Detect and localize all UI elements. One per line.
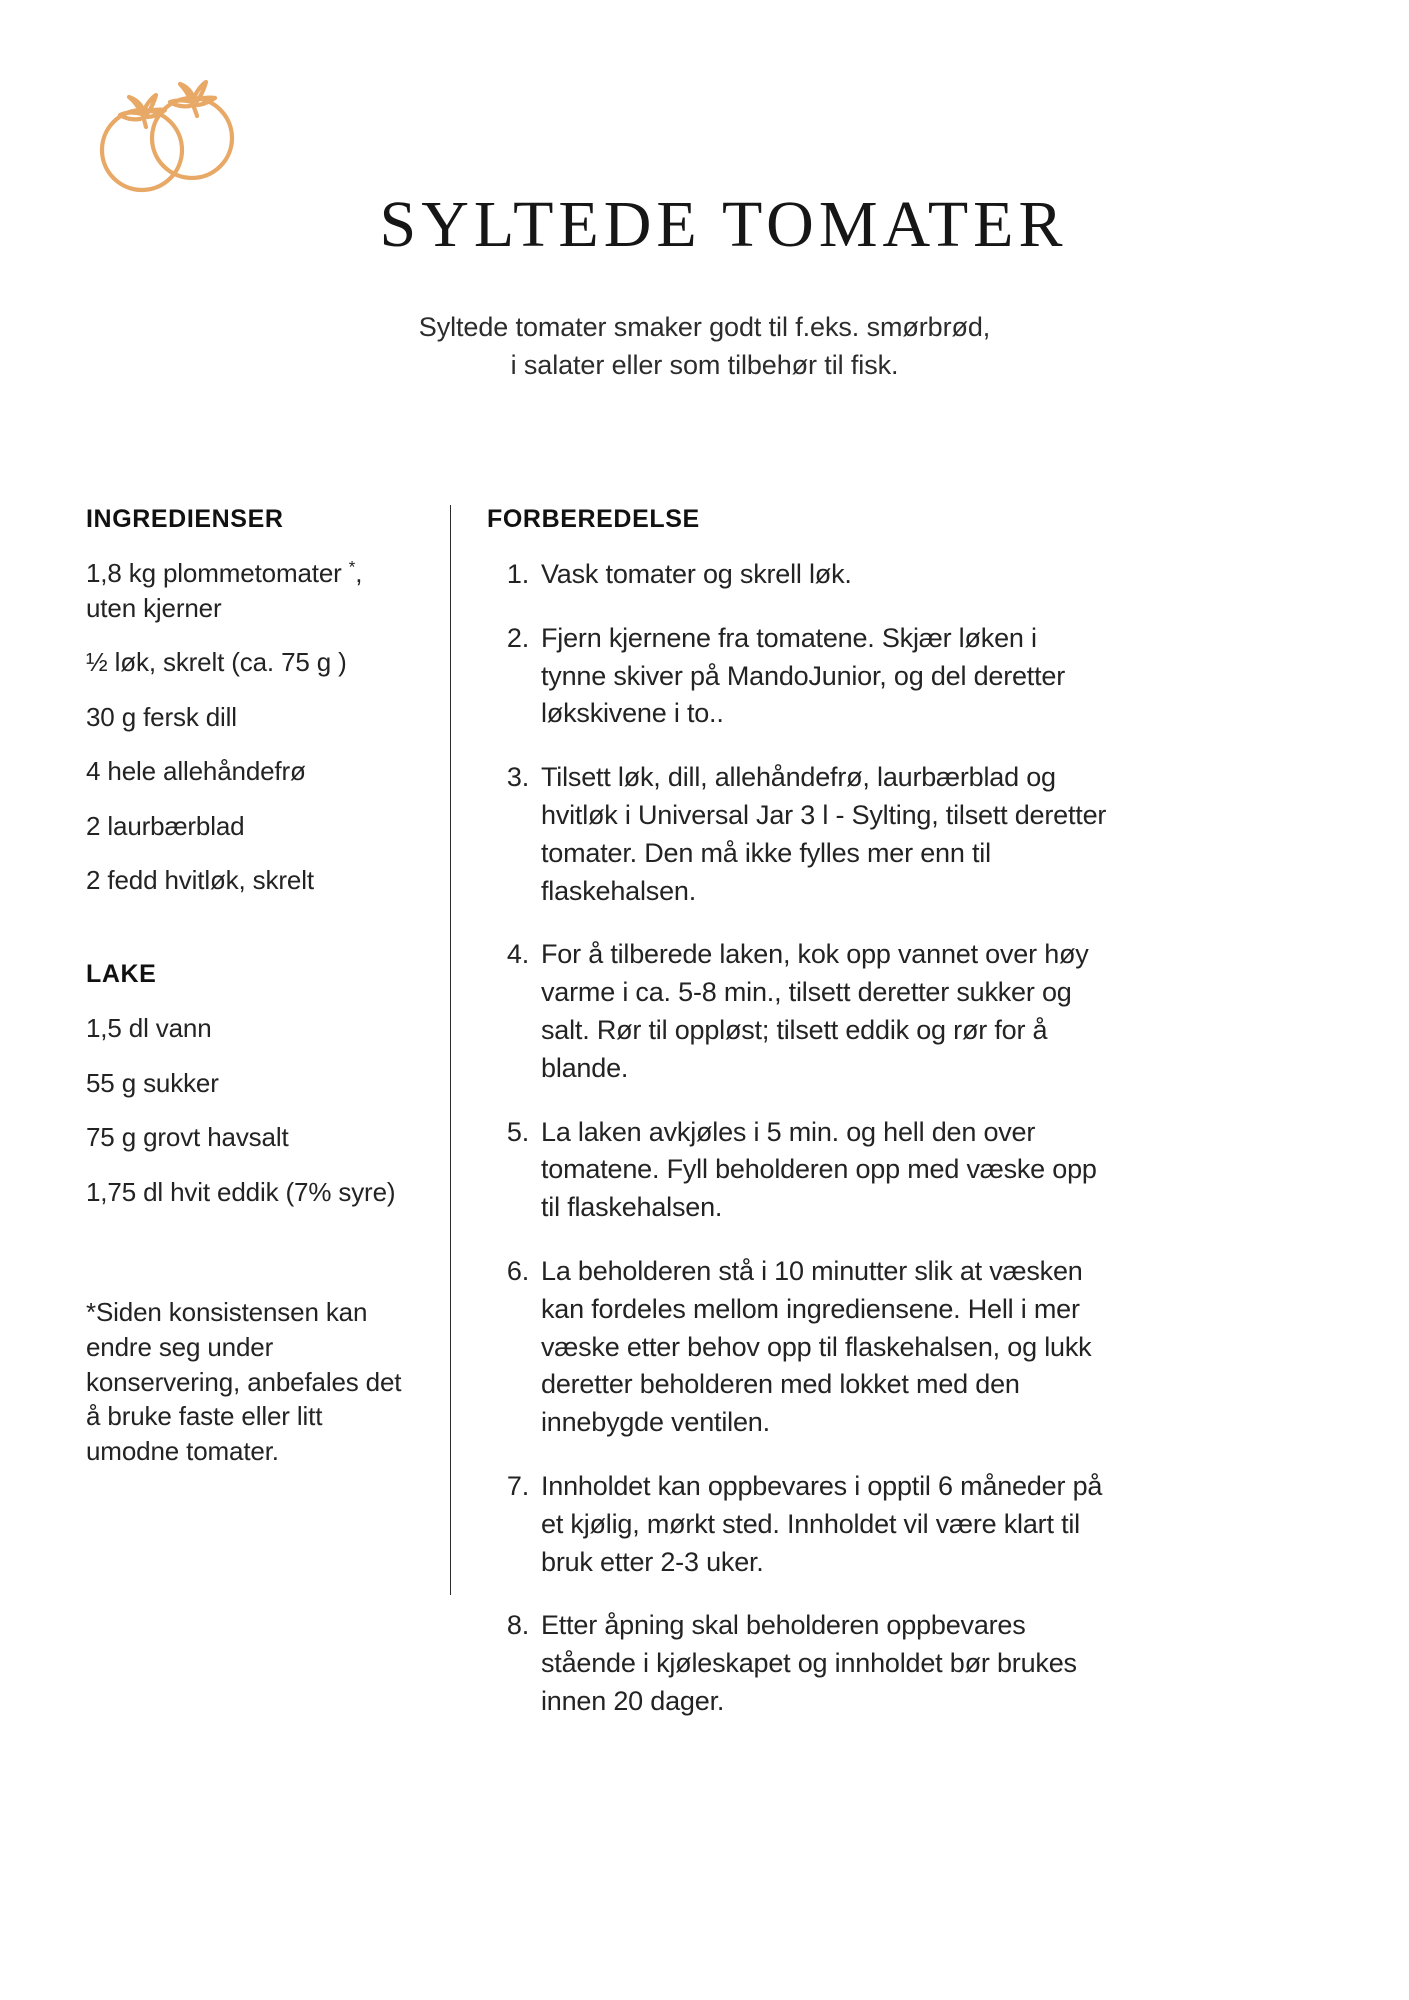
list-item: 55 g sukker: [86, 1067, 219, 1098]
subtitle-line-2: i salater eller som tilbehør til fisk.: [510, 350, 899, 381]
ingredient-text-rest: , uten kjerner: [86, 558, 363, 623]
ingredients-column: [86, 505, 416, 1468]
page-header: [0, 0, 1409, 400]
list-item: 1,75 dl hvit eddik (7% syre): [86, 1176, 396, 1207]
ingredients-list: [86, 556, 416, 898]
list-item: Innholdet kan oppbevares i opptil 6 måneder på et kjølig, mørkt sted. Innholdet vil være klart til bruk etter 2-3 uker.: [541, 1470, 1103, 1577]
list-item: Vask tomater og skrell løk.: [541, 559, 852, 589]
page-subtitle: [0, 308, 1409, 385]
list-item: 2 laurbærblad: [86, 810, 245, 841]
list-item: Etter åpning skal beholderen oppbevares stående i kjøleskapet og innholdet bør brukes innen 20 dager.: [541, 1610, 1077, 1716]
list-item: 2 fedd hvitløk, skrelt: [86, 865, 314, 896]
brine-list: [86, 1011, 416, 1209]
footnote-marker: *: [348, 557, 356, 577]
preparation-heading: FORBEREDELSE: [487, 505, 700, 533]
list-item: For å tilberede laken, kok opp vannet over høy varme i ca. 5-8 min., tilsett deretter sukker og salt. Rør til oppløst; tilsett eddik og rør for å blande.: [541, 939, 1089, 1083]
ingredients-heading: INGREDIENSER: [86, 505, 284, 533]
page-title: SYLTEDE TOMATER: [379, 188, 1068, 261]
list-item: Fjern kjernene fra tomatene. Skjær løken i tynne skiver på MandoJunior, og del deretter løkskivene i to..: [541, 622, 1066, 729]
two-tomatoes-icon: [84, 78, 264, 198]
content-columns: [0, 505, 1409, 1747]
list-item: Tilsett løk, dill, allehåndefrø, laurbærblad og hvitløk i Universal Jar 3 l - Sylting, tilsett deretter tomater. Den må ikke fylles mer enn til flaskehalsen.: [541, 762, 1107, 906]
footnote-text: *Siden konsistensen kan endre seg under konservering, anbefales det å bruke faste eller litt umodne tomater.: [86, 1297, 402, 1466]
list-item: La laken avkjøles i 5 min. og hell den over tomatene. Fyll beholderen opp med væske opp til flaskehalsen.: [541, 1116, 1097, 1223]
subtitle-line-1: Syltede tomater smaker godt til f.eks. smørbrød,: [418, 312, 991, 342]
ingredient-text-main: 1,8 kg plommetomater: [86, 558, 349, 588]
spacer: [86, 1229, 416, 1295]
list-item: [86, 556, 416, 625]
preparation-column: [487, 505, 1107, 1747]
list-item: ½ løk, skrelt (ca. 75 g ): [86, 647, 347, 678]
preparation-steps: [487, 556, 1107, 1721]
column-divider: [450, 505, 451, 1595]
list-item: 30 g fersk dill: [86, 701, 237, 732]
list-item: 1,5 dl vann: [86, 1013, 212, 1044]
list-item: 4 hele allehåndefrø: [86, 756, 306, 787]
list-item: La beholderen stå i 10 minutter slik at væsken kan fordeles mellom ingrediensene. Hell i mer væske etter behov opp til flaskehalsen, og lukk deretter beholderen med lokket med den innebygde ventilen.: [541, 1255, 1092, 1438]
list-item: 75 g grovt havsalt: [86, 1122, 289, 1153]
spacer: [86, 918, 416, 960]
brine-heading: LAKE: [86, 960, 157, 989]
